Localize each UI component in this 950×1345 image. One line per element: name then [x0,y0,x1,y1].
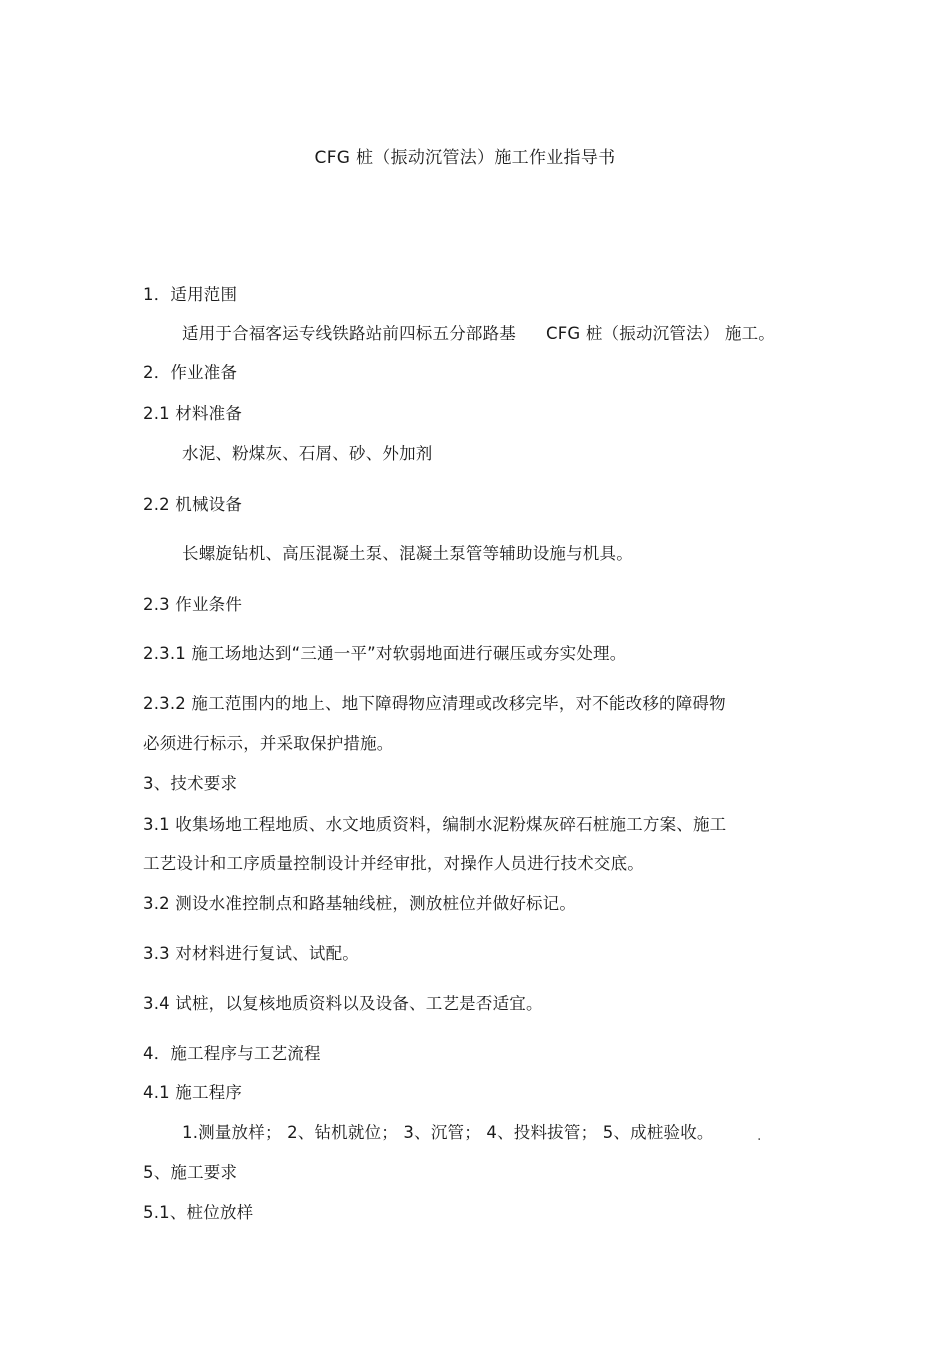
stray-mark: · [757,1132,762,1148]
section-1-body-part-b: CFG 桩（振动沉管法） 施工。 [546,324,775,343]
section-5-1-heading: 5.1、桩位放样 [143,1203,254,1222]
section-1-heading: 1．适用范围 [143,285,238,304]
document-title: CFG 桩（振动沉管法）施工作业指导书 [314,148,616,168]
section-3-heading: 3、技术要求 [143,774,238,793]
section-2-3-1: 2.3.1 施工场地达到“三通一平”对软弱地面进行碾压或夯实处理。 [143,644,627,663]
section-2-1-body: 水泥、粉煤灰、石屑、砂、外加剂 [182,444,433,463]
section-3-4: 3.4 试桩，以复核地质资料以及设备、工艺是否适宜。 [143,994,543,1013]
section-3-2: 3.2 测设水准控制点和路基轴线桩，测放桩位并做好标记。 [143,894,577,913]
section-3-1-line-2: 工艺设计和工序质量控制设计并经审批，对操作人员进行技术交底。 [143,854,644,873]
section-1-body-part-a: 适用于合福客运专线铁路站前四标五分部路基 [182,324,516,343]
section-1-body [182,323,775,345]
section-2-heading: 2．作业准备 [143,363,238,382]
section-2-3-2-line-2: 必须进行标示，并采取保护措施。 [143,734,394,753]
section-4-1-heading: 4.1 施工程序 [143,1083,243,1102]
section-2-2-body: 长螺旋钻机、高压混凝土泵、混凝土泵管等辅助设施与机具。 [182,544,633,563]
section-3-1-line-1: 3.1 收集场地工程地质、水文地质资料，编制水泥粉煤灰碎石桩施工方案、施工 [143,815,727,834]
section-2-1-heading: 2.1 材料准备 [143,404,243,423]
section-2-3-heading: 2.3 作业条件 [143,595,243,614]
section-5-heading: 5、施工要求 [143,1163,238,1182]
section-2-2-heading: 2.2 机械设备 [143,495,243,514]
section-2-3-2-line-1: 2.3.2 施工范围内的地上、地下障碍物应清理或改移完毕，对不能改移的障碍物 [143,694,726,713]
section-4-1-body: 1.测量放样； 2、钻机就位； 3、沉管； 4、投料拔管； 5、成桩验收。 [182,1123,714,1142]
section-3-3: 3.3 对材料进行复试、试配。 [143,944,359,963]
section-4-heading: 4．施工程序与工艺流程 [143,1044,321,1063]
